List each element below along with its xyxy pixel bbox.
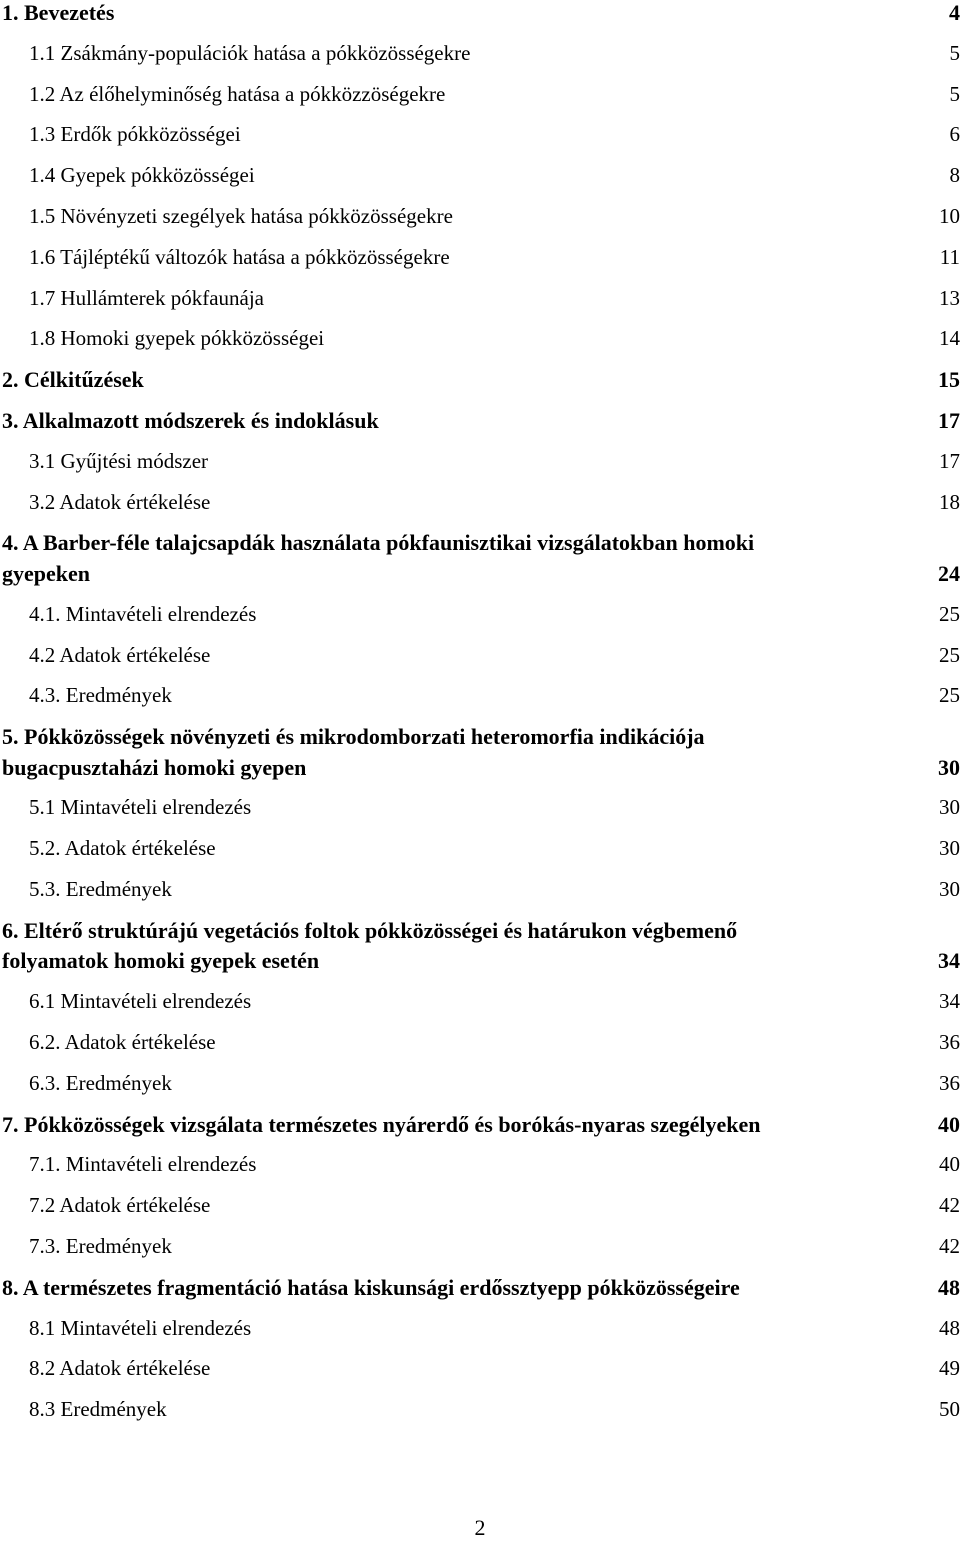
toc-entry-title: 5. Pókközösségek növényzeti és mikrodomborzati heteromorfia indikációja xyxy=(2,724,705,750)
toc-entry-title: 8. A természetes fragmentáció hatása kiskunsági erdőssztyepp pókközösségeire xyxy=(2,1275,740,1301)
toc-entry-page: 40 xyxy=(938,1112,960,1138)
toc-entry-title: 1. Bevezetés xyxy=(2,0,114,26)
page-number: 2 xyxy=(0,1515,960,1541)
toc-entry-page: 48 xyxy=(939,1316,960,1341)
toc-entry-title: 1.8 Homoki gyepek pókközösségei xyxy=(29,326,324,351)
toc-entry-page: 25 xyxy=(939,643,960,668)
toc-entry-title: gyepeken xyxy=(2,561,90,587)
toc-entry-title: 3.2 Adatok értékelése xyxy=(29,490,210,515)
toc-entry-title: 8.2 Adatok értékelése xyxy=(29,1356,210,1381)
toc-entry-title: 7.1. Mintavételi elrendezés xyxy=(29,1152,256,1177)
toc-entry-title: 6.2. Adatok értékelése xyxy=(29,1030,216,1055)
toc-entry-page: 8 xyxy=(950,163,960,188)
toc-entry-title: 7.2 Adatok értékelése xyxy=(29,1193,210,1218)
toc-entry-page: 34 xyxy=(939,989,960,1014)
toc-entry-page: 36 xyxy=(939,1071,960,1096)
toc-entry-title: 6.1 Mintavételi elrendezés xyxy=(29,989,251,1014)
toc-entry-page: 17 xyxy=(939,449,960,474)
toc-entry-title: 1.7 Hullámterek pókfaunája xyxy=(29,286,264,311)
toc-entry-page: 5 xyxy=(950,82,960,107)
toc-entry-page: 5 xyxy=(950,41,960,66)
toc-entry-page: 40 xyxy=(939,1152,960,1177)
toc-entry-page: 25 xyxy=(939,683,960,708)
toc-entry-title: 1.3 Erdők pókközösségei xyxy=(29,122,241,147)
toc-entry-page: 30 xyxy=(939,836,960,861)
toc-entry-page: 15 xyxy=(938,367,960,393)
toc-entry-title: 4.2 Adatok értékelése xyxy=(29,643,210,668)
toc-entry-title: 1.1 Zsákmány-populációk hatása a pókközösségekre xyxy=(29,41,470,66)
toc-entry-title: 3. Alkalmazott módszerek és indoklásuk xyxy=(2,408,379,434)
toc-entry-page: 6 xyxy=(950,122,960,147)
toc-entry-title: 7.3. Eredmények xyxy=(29,1234,172,1259)
toc-entry-page: 11 xyxy=(940,245,960,270)
toc-entry-title: 5.1 Mintavételi elrendezés xyxy=(29,795,251,820)
toc-entry-page: 30 xyxy=(939,877,960,902)
toc-entry-title: 8.1 Mintavételi elrendezés xyxy=(29,1316,251,1341)
toc-entry-page: 13 xyxy=(939,286,960,311)
toc-entry-page: 10 xyxy=(939,204,960,229)
toc-entry-title: 4.1. Mintavételi elrendezés xyxy=(29,602,256,627)
toc-entry-page: 25 xyxy=(939,602,960,627)
toc-entry-title: 4.3. Eredmények xyxy=(29,683,172,708)
toc-entry-title: 1.5 Növényzeti szegélyek hatása pókközösségekre xyxy=(29,204,453,229)
toc-entry-title: 5.2. Adatok értékelése xyxy=(29,836,216,861)
toc-entry-title: bugacpusztaházi homoki gyepen xyxy=(2,755,306,781)
toc-entry-page: 30 xyxy=(938,755,960,781)
toc-entry-title: 5.3. Eredmények xyxy=(29,877,172,902)
toc-entry-title: 8.3 Eredmények xyxy=(29,1397,167,1422)
toc-entry-page: 30 xyxy=(939,795,960,820)
toc-entry-title: 6.3. Eredmények xyxy=(29,1071,172,1096)
toc-entry-page: 42 xyxy=(939,1234,960,1259)
toc-entry-page: 4 xyxy=(949,0,960,26)
toc-entry-title: 4. A Barber-féle talajcsapdák használata pókfaunisztikai vizsgálatokban homoki xyxy=(2,530,754,556)
toc-entry-title: 6. Eltérő struktúrájú vegetációs foltok pókközösségei és határukon végbemenő xyxy=(2,918,737,944)
toc-entry-page: 48 xyxy=(938,1275,960,1301)
toc-entry-title: 1.2 Az élőhelyminőség hatása a pókközzöségekre xyxy=(29,82,445,107)
toc-entry-title: 3.1 Gyűjtési módszer xyxy=(29,449,208,474)
toc-entry-title: folyamatok homoki gyepek esetén xyxy=(2,948,319,974)
toc-entry-title: 1.4 Gyepek pókközösségei xyxy=(29,163,255,188)
toc-entry-page: 17 xyxy=(938,408,960,434)
toc-entry-title: 1.6 Tájléptékű változók hatása a pókközösségekre xyxy=(29,245,450,270)
toc-entry-page: 42 xyxy=(939,1193,960,1218)
toc-entry-page: 49 xyxy=(939,1356,960,1381)
toc-entry-page: 24 xyxy=(938,561,960,587)
toc-entry-page: 14 xyxy=(939,326,960,351)
toc-entry-title: 2. Célkitűzések xyxy=(2,367,144,393)
toc-entry-title: 7. Pókközösségek vizsgálata természetes nyárerdő és borókás-nyaras szegélyeken xyxy=(2,1112,760,1138)
toc-entry-page: 50 xyxy=(939,1397,960,1422)
toc-entry-page: 34 xyxy=(938,948,960,974)
toc-entry-page: 36 xyxy=(939,1030,960,1055)
toc-entry-page: 18 xyxy=(939,490,960,515)
